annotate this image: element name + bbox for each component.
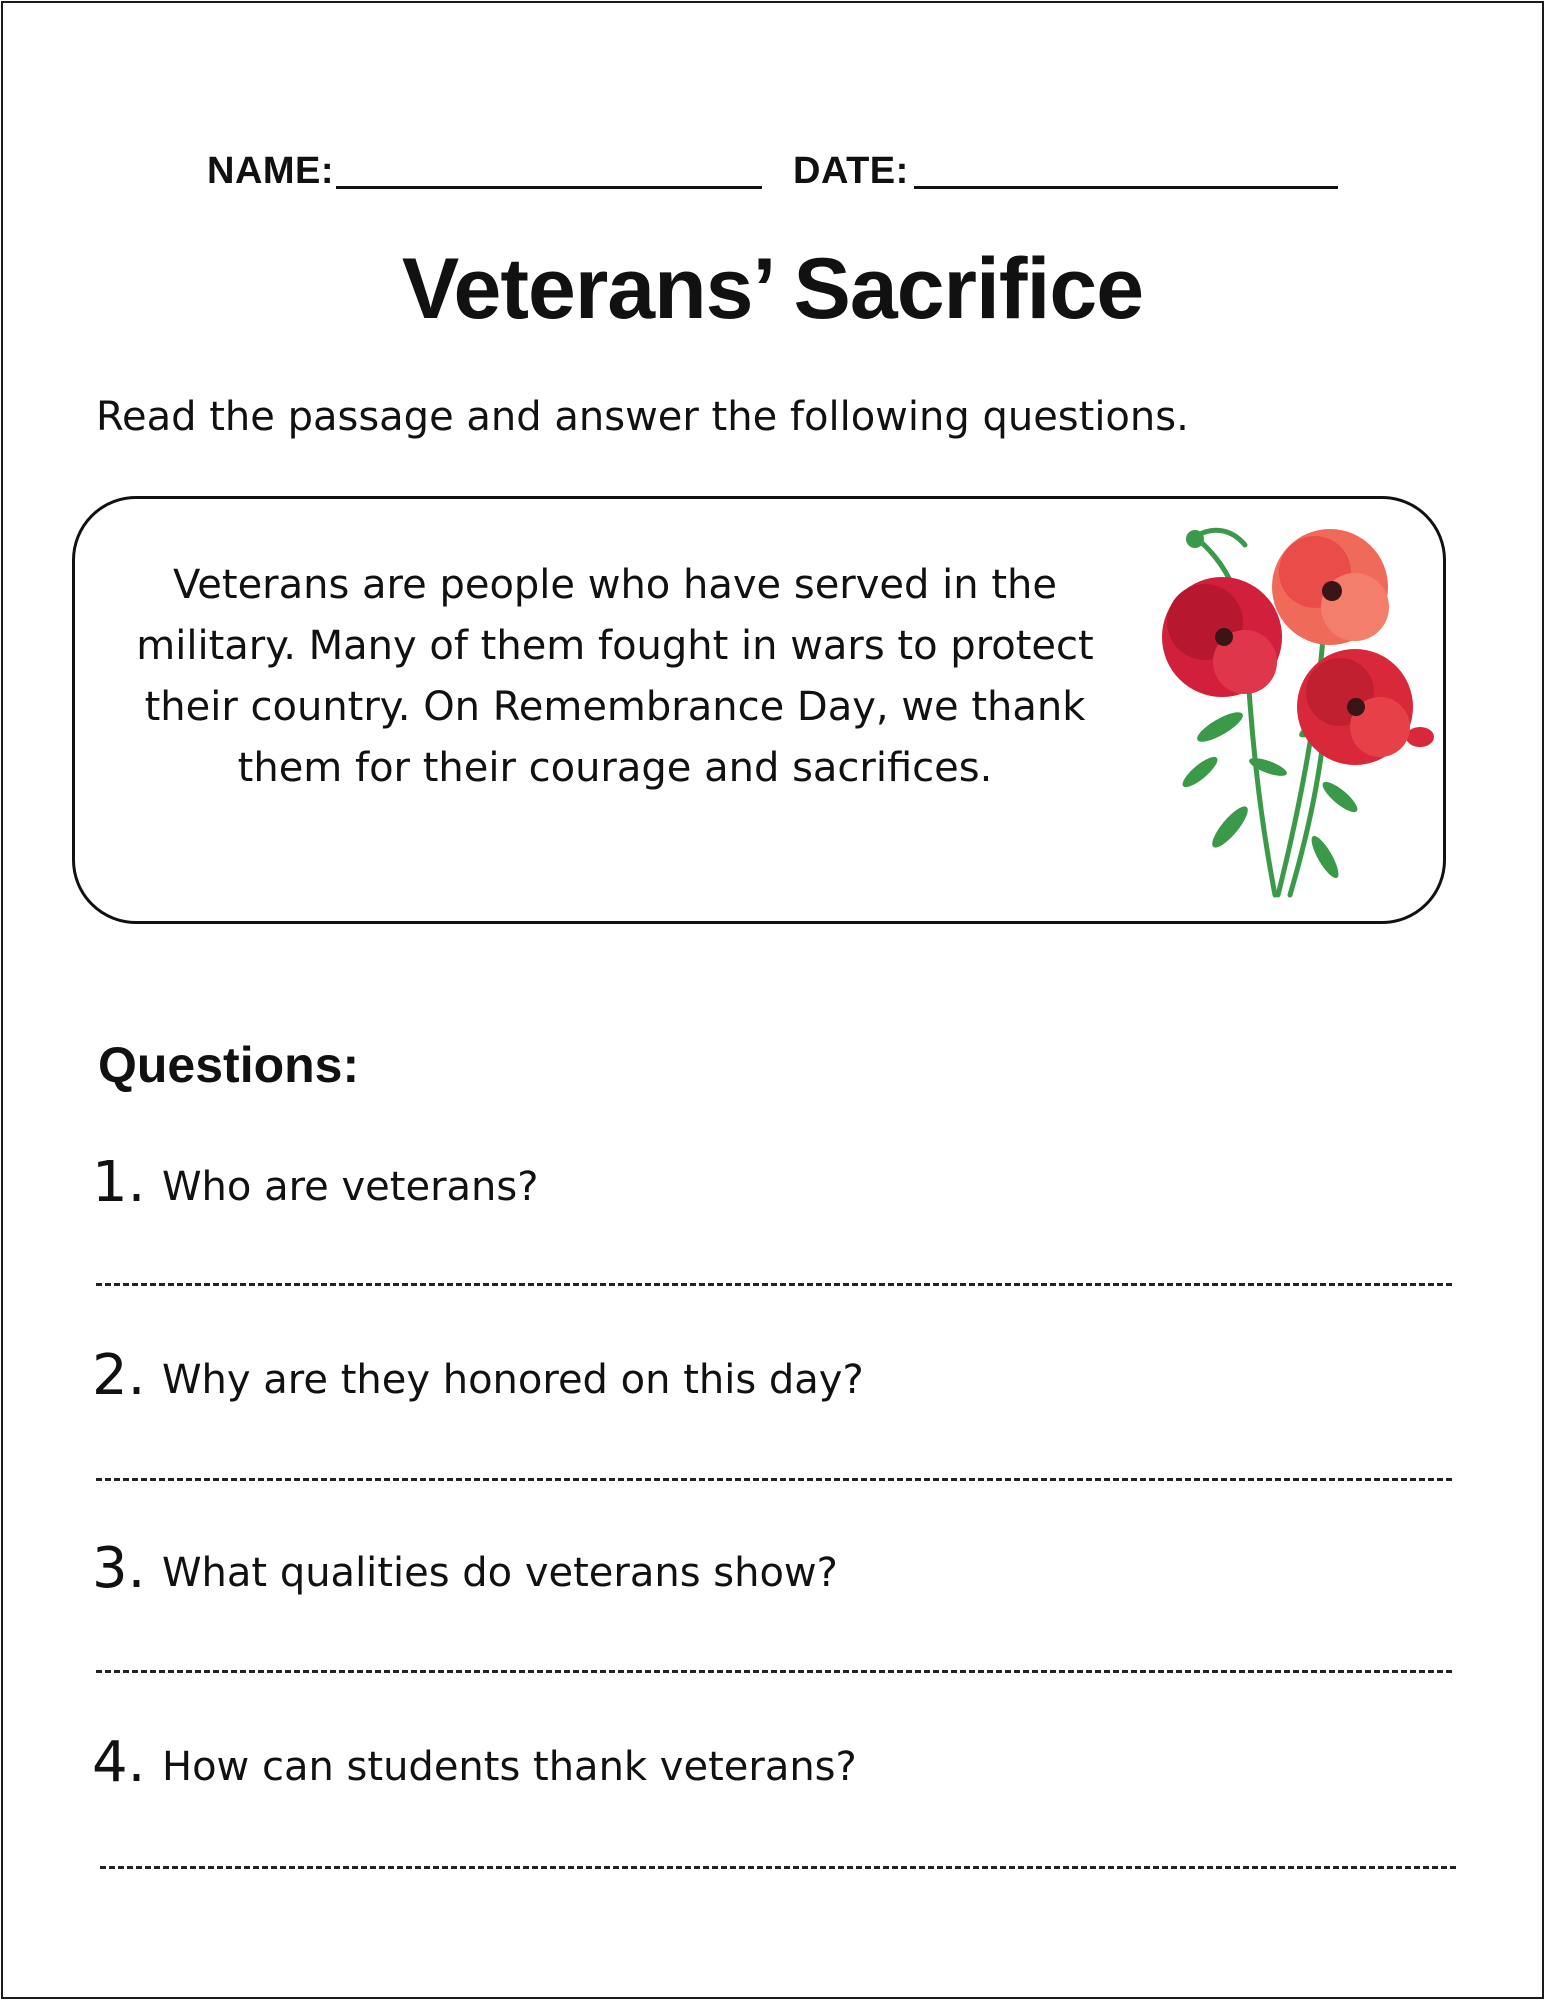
- question-1: [92, 1150, 1492, 1220]
- question-number: 2.: [92, 1343, 146, 1408]
- question-number: 1.: [92, 1150, 146, 1215]
- question-text: How can students thank veterans?: [162, 1744, 857, 1790]
- question-text: Who are veterans?: [162, 1164, 539, 1210]
- question-number: 4.: [92, 1730, 146, 1795]
- name-field[interactable]: [336, 186, 762, 189]
- header-fields: [0, 150, 1545, 200]
- passage-text: Veterans are people who have served in the military. Many of them fought in wars to protect their country. On Remembrance Day, we thank them for their courage and sacrifices.: [136, 562, 1094, 791]
- question-2: [92, 1343, 1492, 1413]
- question-4: [92, 1730, 1492, 1800]
- poppy-flowers-icon: [1150, 527, 1490, 907]
- date-label: DATE:: [793, 150, 909, 192]
- questions-heading: Questions:: [98, 1037, 360, 1093]
- passage-box: [72, 496, 1446, 924]
- name-label: NAME:: [207, 150, 335, 192]
- answer-line-1[interactable]: [96, 1283, 1452, 1286]
- page-title: Veterans’ Sacrifice: [401, 241, 1144, 337]
- instructions: Read the passage and answer the following questions.: [96, 394, 1189, 440]
- answer-line-4[interactable]: [100, 1866, 1456, 1869]
- question-text: What qualities do veterans show?: [162, 1550, 838, 1596]
- date-field[interactable]: [914, 186, 1338, 189]
- question-3: [92, 1536, 1492, 1606]
- answer-line-2[interactable]: [96, 1478, 1452, 1481]
- question-text: Why are they honored on this day?: [162, 1357, 864, 1403]
- question-number: 3.: [92, 1536, 146, 1601]
- answer-line-3[interactable]: [96, 1670, 1452, 1673]
